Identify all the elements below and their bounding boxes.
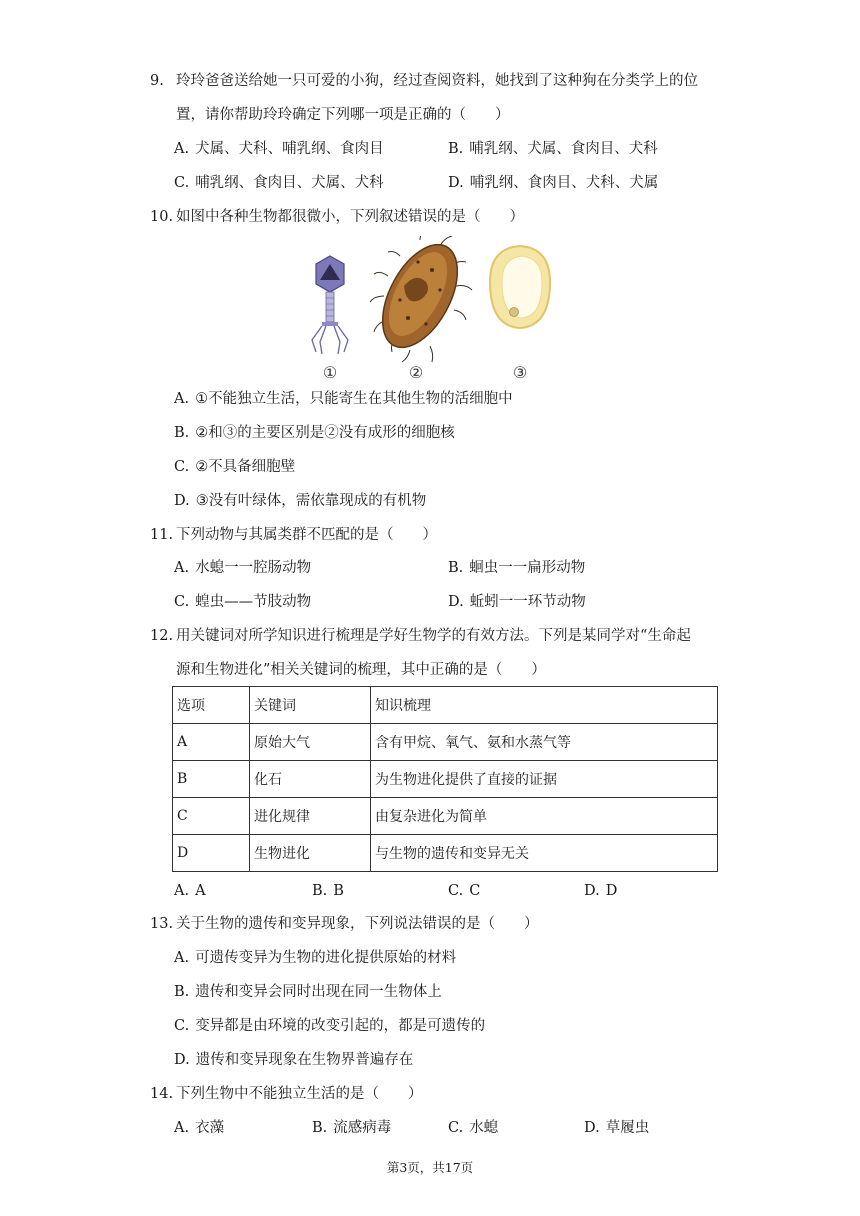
option-d: D. 草履虫 [584, 1120, 650, 1136]
figure-label-1: ① [322, 363, 338, 382]
option-b: B. 蛔虫一一扁形动物 [448, 560, 586, 576]
table-cell: 含有甲烷、氧气、氨和水蒸气等 [371, 724, 718, 761]
question-number: 14. [150, 1086, 174, 1102]
table-cell: 原始大气 [250, 724, 371, 761]
table-row [173, 761, 718, 798]
question-stem-line: 如图中各种生物都很微小，下列叙述错误的是（ ） [176, 209, 524, 225]
option-c: C. 水螅 [448, 1120, 499, 1136]
question-stem-line: 玲玲爸爸送给她一只可爱的小狗，经过查阅资料，她找到了这种狗在分类学上的位 [176, 73, 698, 89]
table-cell: C [173, 798, 250, 835]
figure-label-2: ② [408, 363, 424, 382]
option-d: D. 哺乳纲、食肉目、犬科、犬属 [448, 175, 659, 191]
question-stem-line: 源和生物进化”相关关键词的梳理，其中正确的是（ ） [176, 662, 546, 678]
option-b: B. ②和③的主要区别是②没有成形的细胞核 [174, 425, 455, 441]
table-cell: 进化规律 [250, 798, 371, 835]
option-d: D. D [584, 883, 618, 899]
table-cell: 由复杂进化为简单 [371, 798, 718, 835]
table-header-cell: 知识梳理 [371, 687, 718, 724]
table-cell: B [173, 761, 250, 798]
table-row [173, 724, 718, 761]
table-row [173, 798, 718, 835]
option-d: D. ③没有叶绿体，需依靠现成的有机物 [174, 493, 427, 509]
option-c: C. ②不具备细胞壁 [174, 459, 296, 475]
figure-label-3: ③ [512, 363, 528, 382]
table-header-row [173, 687, 718, 724]
table-row [173, 835, 718, 872]
question-14 [150, 1077, 720, 1111]
option-d: D. 遗传和变异现象在生物界普遍存在 [174, 1052, 414, 1068]
question-number: 10. [150, 209, 174, 225]
table-cell: A [173, 724, 250, 761]
question-10 [150, 200, 720, 234]
table-cell: D [173, 835, 250, 872]
yeast-cell-illustration [490, 246, 550, 328]
option-b: B. 哺乳纲、犬属、食肉目、犬科 [448, 141, 658, 157]
virus-illustration [312, 256, 348, 354]
page-footer: 第3页，共17页 [386, 1160, 474, 1175]
question-number: 12. [150, 628, 174, 644]
option-a: A. A [174, 883, 206, 899]
question-13 [150, 907, 720, 941]
question-number: 11. [150, 527, 174, 543]
question-stem-line: 下列动物与其属类群不匹配的是（ ） [176, 527, 437, 543]
keyword-table [172, 686, 718, 872]
option-b: B. 遗传和变异会同时出现在同一生物体上 [174, 984, 442, 1000]
table-header-cell: 选项 [173, 687, 250, 724]
question-number: 13. [150, 916, 174, 932]
option-a: A. ①不能独立生活，只能寄生在其他生物的活细胞中 [174, 391, 513, 407]
question-stem-line: 下列生物中不能独立生活的是（ ） [176, 1086, 423, 1102]
question-11 [150, 518, 720, 552]
question-12 [150, 619, 720, 687]
question-stem-line: 置，请你帮助玲玲确定下列哪一项是正确的（ ） [176, 107, 510, 123]
option-a: A. 可遗传变异为生物的进化提供原始的材料 [174, 950, 457, 966]
question-9 [150, 64, 720, 132]
option-a: A. 水螅一一腔肠动物 [174, 560, 312, 576]
table-cell: 为生物进化提供了直接的证据 [371, 761, 718, 798]
question-stem-line: 用关键词对所学知识进行梳理是学好生物学的有效方法。下列是某同学对“生命起 [176, 628, 691, 644]
option-c: C. C [448, 883, 481, 899]
table-cell: 化石 [250, 761, 371, 798]
option-b: B. 流感病毒 [312, 1120, 392, 1136]
option-b: B. B [312, 883, 344, 899]
table-cell: 与生物的遗传和变异无关 [371, 835, 718, 872]
bacterium-illustration [367, 236, 473, 362]
option-a: A. 衣藻 [174, 1120, 225, 1136]
option-c: C. 哺乳纲、食肉目、犬属、犬科 [174, 175, 384, 191]
question-stem-line: 关于生物的遗传和变异现象，下列说法错误的是（ ） [176, 916, 539, 932]
option-c: C. 变异都是由环境的改变引起的，都是可遗传的 [174, 1018, 486, 1034]
option-d: D. 蚯蚓一一环节动物 [448, 594, 586, 610]
table-header-cell: 关键词 [250, 687, 371, 724]
table-cell: 生物进化 [250, 835, 371, 872]
question-number: 9. [150, 73, 164, 89]
option-c: C. 蝗虫——节肢动物 [174, 594, 312, 610]
option-a: A. 犬属、犬科、哺乳纲、食肉目 [174, 141, 384, 157]
microorganism-figure [300, 236, 570, 386]
